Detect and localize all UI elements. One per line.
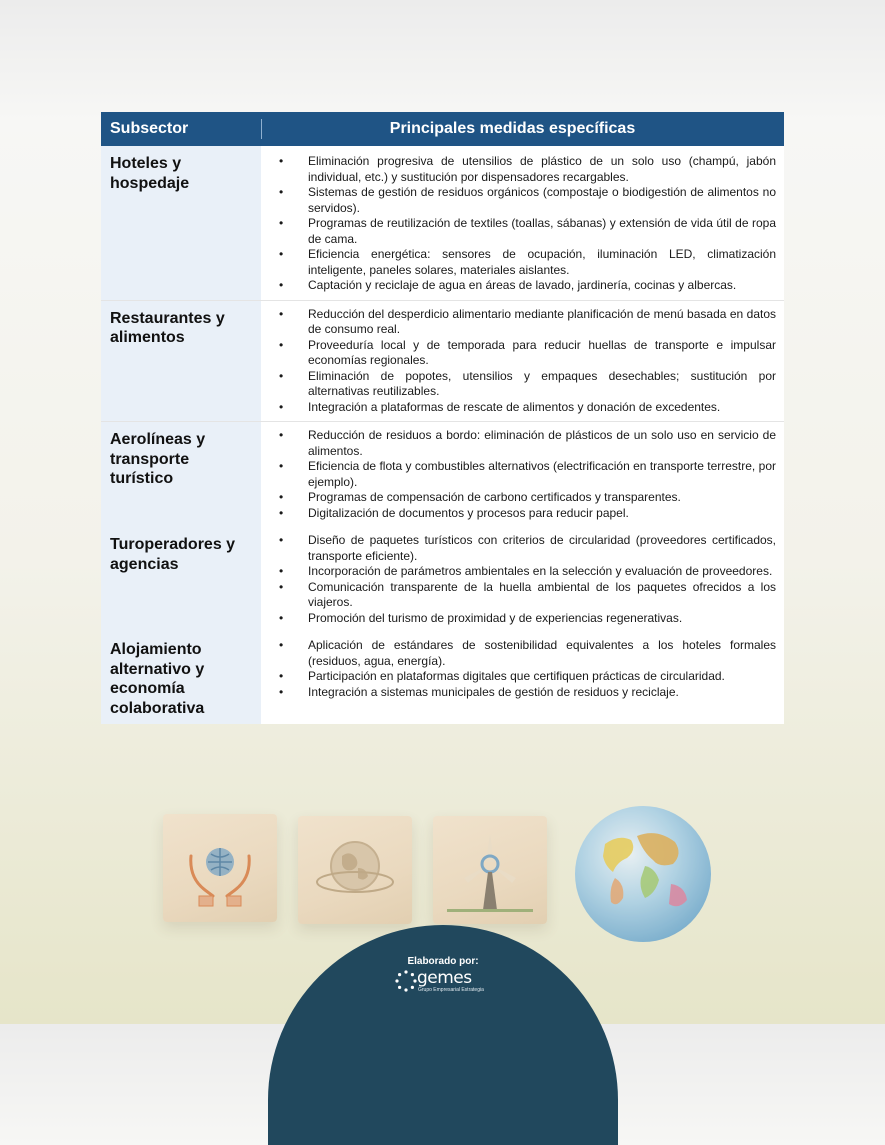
header-subsector: Subsector [110, 120, 189, 137]
list-item: • Comunicación transparente de la huella ambiental de los paquetes ofrecidos a los viajeros. [279, 579, 776, 609]
bullet-icon: • [279, 428, 284, 442]
measures-list [261, 307, 776, 416]
bullet-icon: • [279, 490, 284, 504]
list-item: • Reducción del desperdicio alimentario mediante planificación de menú basada en datos de consumo real. [279, 306, 776, 336]
subsector-cell: Aerolíneas y transporte turístico [101, 422, 261, 527]
logo-tagline: Grupo Empresarial Estrategia [418, 987, 484, 993]
list-item: • Programas de reutilización de textiles (toallas, sábanas) y extensión de vida útil de ropa de cama. [279, 216, 776, 246]
bullet-icon: • [279, 399, 284, 414]
bullet-icon: • [279, 610, 284, 625]
bullet-icon: • [279, 533, 284, 547]
table-body [101, 146, 784, 724]
globe-orbit-icon [298, 816, 412, 924]
bullet-icon: • [279, 247, 284, 261]
list-item: • Reducción de residuos a bordo: eliminación de plásticos de un solo uso en servicio de alimentos. [279, 428, 776, 458]
subsector-cell: Restaurantes y alimentos [101, 301, 261, 422]
bullet-icon: • [279, 669, 284, 683]
list-item: • Digitalización de documentos y procesos para reducir papel. [279, 505, 629, 520]
list-item: • Integración a plataformas de rescate de alimentos y donación de excedentes. [279, 399, 721, 414]
list-item: • Promoción del turismo de proximidad y de experiencias regenerativas. [279, 610, 683, 625]
list-item: • Integración a sistemas municipales de gestión de residuos y reciclaje. [279, 684, 679, 699]
globe-map-icon [575, 806, 711, 942]
measures-list [261, 154, 776, 294]
measures-list [261, 533, 776, 626]
hands-globe-cube [163, 814, 277, 922]
bullet-icon: • [279, 505, 284, 520]
logo-dots-icon [395, 970, 417, 992]
subsector-cell: Hoteles y hospedaje [101, 146, 261, 300]
list-item: • Eliminación de popotes, utensilios y empaques desechables; sustitución por alternativas reutilizables. [279, 368, 776, 398]
table-header [101, 112, 784, 146]
subsector-cell: Alojamiento alternativo y economía colaborativa [101, 632, 261, 724]
bullet-icon: • [279, 638, 284, 652]
list-item: • Programas de compensación de carbono certificados y transparentes. [279, 490, 681, 504]
list-item: • Incorporación de parámetros ambientales en la selección y evaluación de proveedores. [279, 564, 773, 578]
bullet-icon: • [279, 278, 284, 292]
hands-globe-icon [163, 814, 277, 922]
wind-turbine-icon [433, 816, 547, 924]
decorative-cubes [0, 800, 885, 940]
list-item: • Diseño de paquetes turísticos con criterios de circularidad (proveedores certificados, transporte eficiente). [279, 533, 776, 563]
table-row [101, 421, 784, 527]
bullet-icon: • [279, 306, 284, 321]
header-divider [261, 119, 262, 139]
list-item: • Eliminación progresiva de utensilios de plástico de un solo uso (champú, jabón individual, etc.) y sustitución por dispensadores recargables. [279, 154, 776, 184]
bullet-icon: • [279, 185, 284, 199]
bullet-icon: • [279, 337, 284, 352]
measures-list [261, 638, 776, 700]
table-row [101, 632, 784, 724]
measures-cell [261, 301, 784, 422]
list-item: • Participación en plataformas digitales que certifiquen prácticas de circularidad. [279, 669, 725, 683]
measures-cell [261, 527, 784, 632]
subsector-cell: Turoperadores y agencias [101, 527, 261, 632]
measures-cell [261, 632, 784, 724]
list-item: • Captación y reciclaje de agua en áreas de lavado, jardinería, cocinas y albercas. [279, 278, 737, 292]
bullet-icon: • [279, 368, 284, 383]
wind-turbine-cube [433, 816, 547, 924]
gemes-logo [395, 966, 495, 996]
bullet-icon: • [279, 154, 284, 168]
list-item: • Eficiencia energética: sensores de ocupación, iluminación LED, climatización inteligente, paneles solares, materiales aislantes. [279, 247, 776, 277]
bullet-icon: • [279, 684, 284, 699]
measures-cell [261, 422, 784, 527]
bullet-icon: • [279, 216, 284, 230]
table-row [101, 146, 784, 300]
measures-table [101, 112, 784, 724]
list-item: • Sistemas de gestión de residuos orgánicos (compostaje o biodigestión de alimentos no servidos). [279, 185, 776, 215]
table-row [101, 300, 784, 422]
elaborado-label: Elaborado por: [407, 956, 479, 967]
world-globe [575, 806, 711, 942]
list-item: • Aplicación de estándares de sostenibilidad equivalentes a los hoteles formales (residuos, agua, energía). [279, 638, 776, 668]
bullet-icon: • [279, 579, 284, 594]
globe-orbit-cube [298, 816, 412, 924]
bullet-icon: • [279, 564, 284, 578]
measures-cell [261, 146, 784, 300]
measures-list [261, 428, 776, 521]
bullet-icon: • [279, 459, 284, 473]
list-item: • Eficiencia de flota y combustibles alternativos (electrificación en transporte terrestre, por ejemplo). [279, 459, 776, 489]
logo-name: gemes [417, 968, 472, 988]
list-item: • Proveeduría local y de temporada para reducir huellas de transporte e impulsar economías regionales. [279, 337, 776, 367]
table-row [101, 527, 784, 632]
header-medidas: Principales medidas específicas [389, 120, 636, 137]
